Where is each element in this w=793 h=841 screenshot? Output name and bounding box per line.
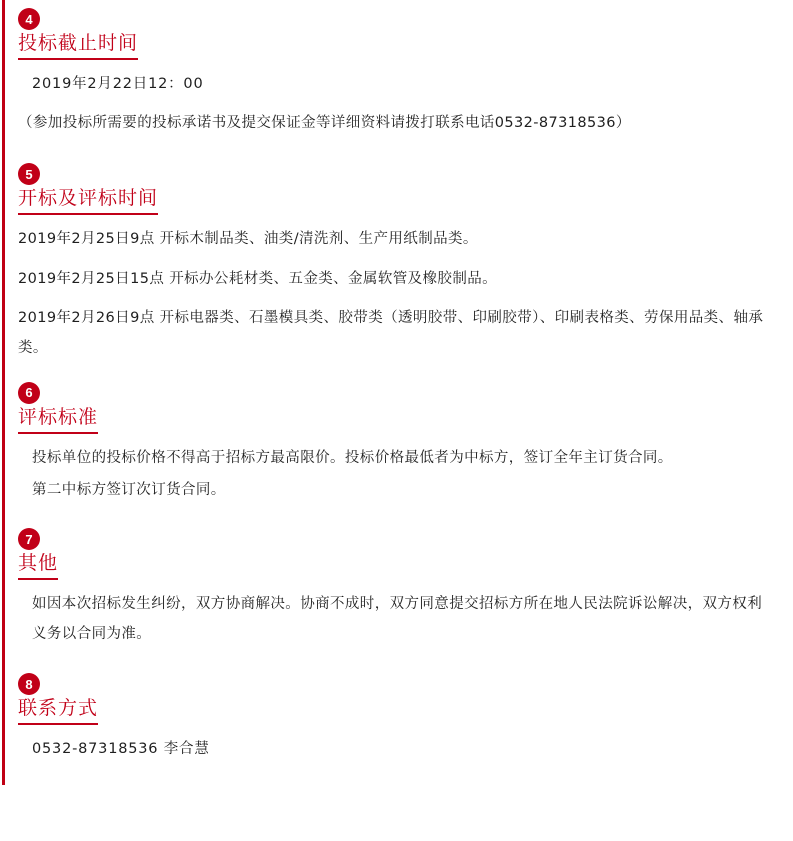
section-badge-wrap	[18, 8, 775, 30]
section-number-badge: 8	[18, 673, 40, 695]
section-heading: 其他	[18, 552, 58, 580]
section-number-badge: 4	[18, 8, 40, 30]
section-heading-wrap	[18, 550, 775, 580]
paragraph: 投标单位的投标价格不得高于招标方最高限价。投标价格最低者为中标方，签订全年主订货合同。	[32, 449, 673, 466]
paragraph: 如因本次招标发生纠纷，双方协商解决。协商不成时，双方同意提交招标方所在地人民法院诉讼解决，双方权利义务以合同为准。	[32, 595, 763, 642]
section-body	[18, 225, 775, 364]
contact-line: 0532-87318536 李合慧	[32, 741, 210, 758]
section-heading-wrap	[18, 695, 775, 725]
section-contact	[18, 673, 775, 764]
section-number-badge: 6	[18, 382, 40, 404]
section-opening-evaluation-time	[18, 163, 775, 364]
paragraph: 第二中标方签订次订货合同。	[32, 481, 226, 498]
paragraph: （参加投标所需要的投标承诺书及提交保证金等详细资料请拨打联系电话0532-87318536）	[18, 115, 631, 132]
section-number-badge: 7	[18, 528, 40, 550]
left-accent-rule	[2, 0, 5, 785]
section-badge-wrap	[18, 528, 775, 550]
section-badge-wrap	[18, 382, 775, 404]
paragraph: 2019年2月25日15点 开标办公耗材类、五金类、金属软管及橡胶制品。	[18, 270, 498, 287]
section-other	[18, 528, 775, 649]
section-evaluation-criteria	[18, 382, 775, 504]
section-number-badge: 5	[18, 163, 40, 185]
section-body	[18, 444, 775, 505]
section-heading: 开标及评标时间	[18, 187, 158, 215]
section-badge-wrap	[18, 163, 775, 185]
section-body	[18, 590, 775, 649]
spacer	[18, 153, 775, 163]
section-heading-wrap	[18, 404, 775, 434]
section-body	[18, 70, 775, 139]
section-bid-deadline	[18, 8, 775, 139]
paragraph: 2019年2月25日9点 开标木制品类、油类/清洗剂、生产用纸制品类。	[18, 230, 478, 247]
section-body	[18, 735, 775, 765]
paragraph: 2019年2月26日9点 开标电器类、石墨模具类、胶带类（透明胶带、印刷胶带）、印刷表格类、劳保用品类、轴承类。	[18, 310, 764, 357]
spacer	[18, 518, 775, 528]
section-heading: 投标截止时间	[18, 32, 138, 60]
section-heading: 联系方式	[18, 697, 98, 725]
spacer	[18, 663, 775, 673]
section-heading-wrap	[18, 30, 775, 60]
section-heading-wrap	[18, 185, 775, 215]
paragraph: 2019年2月22日12：00	[32, 75, 204, 92]
section-heading: 评标标准	[18, 406, 98, 434]
section-badge-wrap	[18, 673, 775, 695]
